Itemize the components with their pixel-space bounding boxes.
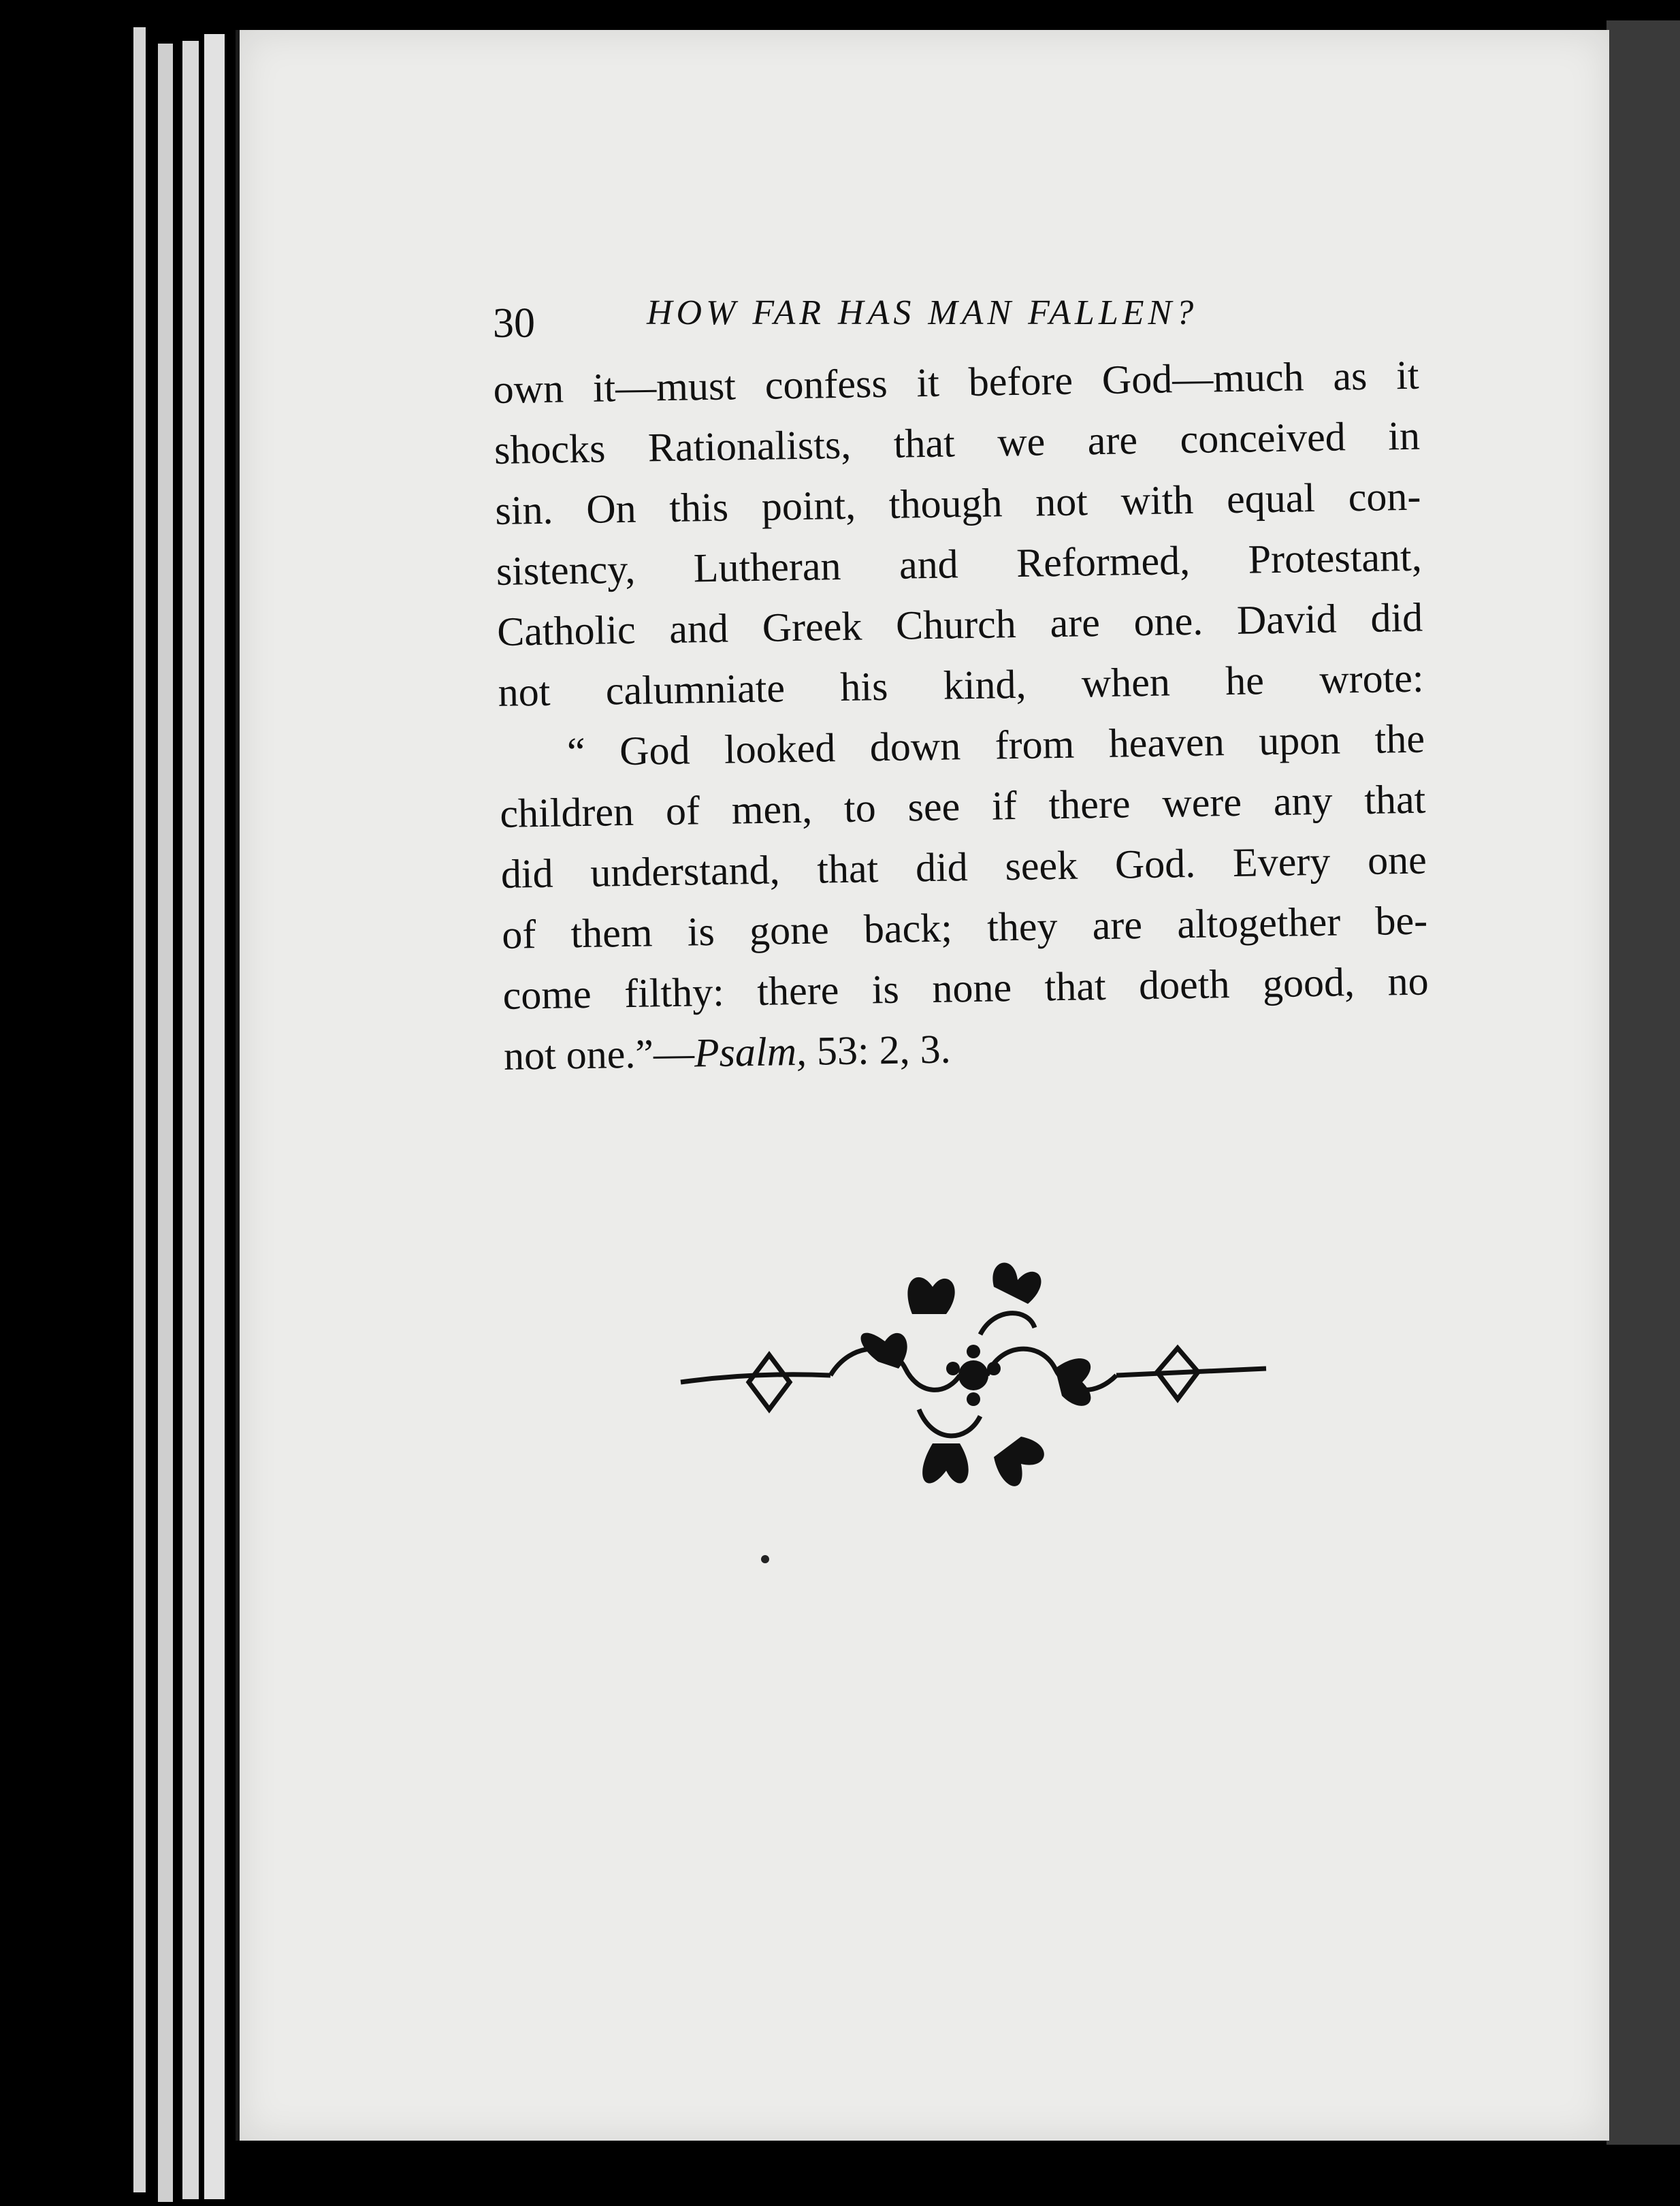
word: there [1048, 781, 1131, 828]
word: see [907, 784, 960, 830]
page-edge-stack [204, 34, 225, 2199]
word: calumniate [605, 665, 786, 714]
word: are [1092, 902, 1143, 948]
word: no [1387, 958, 1429, 1004]
word: not [498, 669, 551, 715]
word: it [916, 359, 940, 406]
word: he [1225, 658, 1265, 704]
word: are [1050, 600, 1101, 646]
word: Reformed, [1016, 537, 1191, 586]
page-edge-stack [158, 44, 173, 2202]
word: and [899, 541, 959, 588]
word: upon [1258, 717, 1341, 764]
word: to [843, 785, 877, 831]
word: point, [761, 482, 856, 529]
word: seek [1004, 842, 1078, 889]
word: is [687, 908, 715, 955]
word: altogether [1176, 899, 1341, 947]
body-text [493, 345, 1430, 1087]
word: if [991, 782, 1018, 829]
word: own [493, 366, 564, 412]
word: did [1370, 594, 1423, 641]
word: good, [1262, 959, 1355, 1006]
word: none [931, 965, 1012, 1011]
word: looked [724, 725, 836, 772]
word: that [1044, 963, 1107, 1010]
word: filthy: [624, 969, 725, 1017]
word: are [1087, 417, 1138, 464]
word: from [995, 721, 1075, 768]
word: when [1081, 659, 1171, 706]
word: there [756, 968, 839, 1014]
word: kind, [943, 661, 1027, 708]
word: it—must [592, 363, 737, 411]
word: one. [1133, 598, 1204, 645]
running-head [493, 293, 1419, 354]
word: God. [1114, 840, 1196, 887]
word: down [869, 723, 961, 770]
word: that [1363, 776, 1426, 822]
word: confess [764, 360, 888, 408]
word: any [1273, 778, 1333, 825]
word: Church [895, 601, 1017, 648]
word: come [502, 971, 592, 1018]
page-edge-stack [133, 27, 146, 2192]
word: with [1120, 477, 1194, 524]
word: were [1161, 779, 1242, 826]
floral-vignette-icon [674, 1239, 1273, 1525]
word: con- [1348, 473, 1421, 520]
page-number: 30 [493, 300, 535, 347]
word: of [665, 788, 700, 834]
word: “ [566, 729, 586, 775]
word: God—much [1101, 354, 1304, 402]
word: On [585, 485, 637, 532]
word: the [1374, 716, 1425, 762]
word: one [1367, 837, 1427, 883]
citation-book: Psalm, [694, 1028, 807, 1076]
word: Catholic [496, 607, 636, 654]
word: them [570, 910, 653, 957]
word: God [619, 727, 691, 774]
word: Rationalists, [647, 421, 852, 470]
word: and [668, 605, 729, 652]
word: equal [1226, 475, 1316, 522]
word: this [668, 484, 729, 530]
word: David [1236, 596, 1338, 643]
word: wrote: [1319, 655, 1425, 702]
quote-ending: not one.”— [503, 1030, 695, 1078]
word: is [871, 966, 900, 1012]
word: it [1395, 352, 1420, 398]
word: of [501, 912, 536, 957]
word: Greek [762, 603, 862, 650]
citation-reference: 53: 2, 3. [806, 1026, 952, 1074]
word: they [986, 904, 1058, 950]
word: not [1035, 479, 1088, 525]
word: Every [1232, 838, 1331, 886]
running-title: HOW FAR HAS MAN FALLEN? [647, 293, 1198, 332]
word: understand, [589, 847, 781, 895]
right-shadow [1606, 20, 1680, 2145]
word: though [888, 480, 1003, 527]
word: that [816, 846, 879, 892]
ink-speck [761, 1555, 769, 1563]
word: that [893, 420, 956, 466]
page-edge-stack [182, 41, 199, 2199]
word: as [1332, 353, 1368, 399]
word: doeth [1138, 961, 1230, 1008]
word: sistency, [496, 546, 636, 594]
word: back; [863, 905, 953, 952]
word: men, [731, 786, 813, 833]
word: before [968, 357, 1073, 405]
word: in [1387, 413, 1421, 459]
word: be- [1374, 897, 1428, 944]
word: we [997, 419, 1046, 465]
word: did [915, 844, 969, 891]
word: did [500, 850, 554, 897]
word: Protestant, [1248, 534, 1423, 582]
word: his [839, 663, 888, 710]
word: shocks [494, 426, 606, 473]
word: children [499, 788, 634, 836]
word: conceived [1179, 414, 1346, 462]
word: sin. [494, 487, 554, 533]
word: Lutheran [693, 543, 841, 591]
word: gone [749, 907, 830, 954]
word: heaven [1108, 719, 1225, 766]
